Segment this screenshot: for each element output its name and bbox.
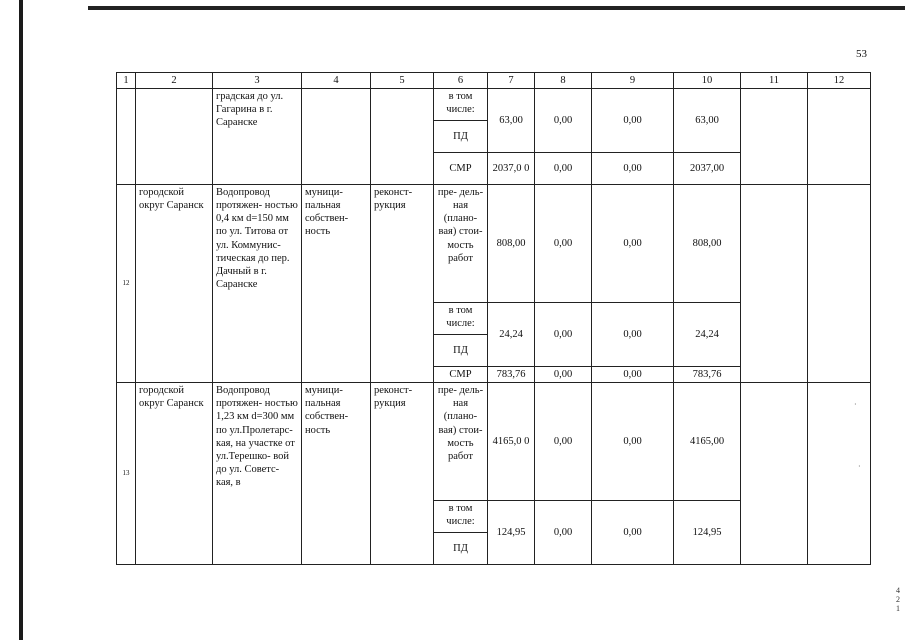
table-row <box>117 89 871 121</box>
cell-work-type: реконст- рукция <box>371 383 434 565</box>
cell-value: 0,00 <box>592 303 674 367</box>
header-cell: 8 <box>535 73 592 89</box>
cell-value: 0,00 <box>535 501 592 565</box>
cell-value: 0,00 <box>535 367 592 383</box>
header-cell: 10 <box>674 73 741 89</box>
row-number: 13 <box>117 383 136 565</box>
cell-empty <box>741 185 808 383</box>
cell-org: городской округ Саранск <box>136 383 213 565</box>
header-cell: 7 <box>488 73 535 89</box>
header-cell: 12 <box>808 73 871 89</box>
cell-num <box>117 89 136 185</box>
table-row <box>117 185 871 303</box>
header-cell: 9 <box>592 73 674 89</box>
cell-value: 0,00 <box>535 89 592 153</box>
cell-org <box>136 89 213 185</box>
cell-empty <box>741 89 808 185</box>
cell-pd: ПД <box>434 533 488 565</box>
header-cell: 2 <box>136 73 213 89</box>
cell-cost-label: пре- дель- ная (плано- вая) стои- мость работ <box>434 383 488 501</box>
cell-value: 783,76 <box>488 367 535 383</box>
cell-value: 24,24 <box>674 303 741 367</box>
cell-smr: СМР <box>434 367 488 383</box>
cell-value: 808,00 <box>488 185 535 303</box>
scan-edge-left <box>19 0 23 640</box>
cell-ownership: муници- пальная собствен- ность <box>302 383 371 565</box>
cell-value: 124,95 <box>674 501 741 565</box>
speck: · <box>858 462 861 471</box>
cell-incl: в том числе: <box>434 89 488 121</box>
cell-object: Водопровод протяжен- ностью 1,23 км d=300 мм по ул.Пролетарс- кая, на участке от ул.Терешко- вой до ул. Советс- кая, в <box>213 383 302 565</box>
cell-empty <box>808 383 871 565</box>
page-number: 53 <box>856 48 867 60</box>
header-cell: 1 <box>117 73 136 89</box>
cell-value: 808,00 <box>674 185 741 303</box>
cell-empty <box>808 89 871 185</box>
budget-table <box>116 72 871 565</box>
cell-value: 0,00 <box>592 501 674 565</box>
cell-object: градская до ул. Гагарина в г. Саранске <box>213 89 302 185</box>
cell-value: 124,95 <box>488 501 535 565</box>
cell-incl: в том числе: <box>434 303 488 335</box>
cell-value: 63,00 <box>674 89 741 153</box>
row-number: 12 <box>117 185 136 383</box>
cell-value: 0,00 <box>535 303 592 367</box>
speck: · <box>854 400 857 409</box>
header-cell: 5 <box>371 73 434 89</box>
header-row <box>117 73 871 89</box>
cell-pd: ПД <box>434 335 488 367</box>
cell-value: 2037,0 0 <box>488 153 535 185</box>
cell-object: Водопровод протяжен- ностью 0,4 км d=150 мм по ул. Титова от ул. Коммунис- тическая до пер. Дачный в г. Саранске <box>213 185 302 383</box>
header-cell: 4 <box>302 73 371 89</box>
cell-value: 0,00 <box>592 185 674 303</box>
cell-value: 0,00 <box>592 153 674 185</box>
cell-org: городской округ Саранск <box>136 185 213 383</box>
cell-value: 783,76 <box>674 367 741 383</box>
cell-ownership <box>302 89 371 185</box>
cell-value: 0,00 <box>592 367 674 383</box>
cell-smr: СМР <box>434 153 488 185</box>
cell-ownership: муници- пальная собствен- ность <box>302 185 371 383</box>
cell-work-type: реконст- рукция <box>371 185 434 383</box>
header-cell: 6 <box>434 73 488 89</box>
cell-value: 24,24 <box>488 303 535 367</box>
cell-value: 2037,00 <box>674 153 741 185</box>
cell-pd: ПД <box>434 121 488 153</box>
cell-value: 0,00 <box>535 185 592 303</box>
cell-incl: в том числе: <box>434 501 488 533</box>
cell-value: 0,00 <box>592 89 674 153</box>
cell-work-type <box>371 89 434 185</box>
cell-value: 63,00 <box>488 89 535 153</box>
table-row <box>117 383 871 501</box>
cell-value: 4165,0 0 <box>488 383 535 501</box>
header-cell: 11 <box>741 73 808 89</box>
cell-empty <box>808 185 871 383</box>
cell-empty <box>741 383 808 565</box>
edge-marks: 4 2 1 <box>896 586 900 613</box>
scan-edge-top <box>88 6 905 10</box>
cell-value: 0,00 <box>592 383 674 501</box>
cell-cost-label: пре- дель- ная (плано- вая) стои- мость работ <box>434 185 488 303</box>
cell-value: 0,00 <box>535 383 592 501</box>
cell-value: 0,00 <box>535 153 592 185</box>
header-cell: 3 <box>213 73 302 89</box>
cell-value: 4165,00 <box>674 383 741 501</box>
